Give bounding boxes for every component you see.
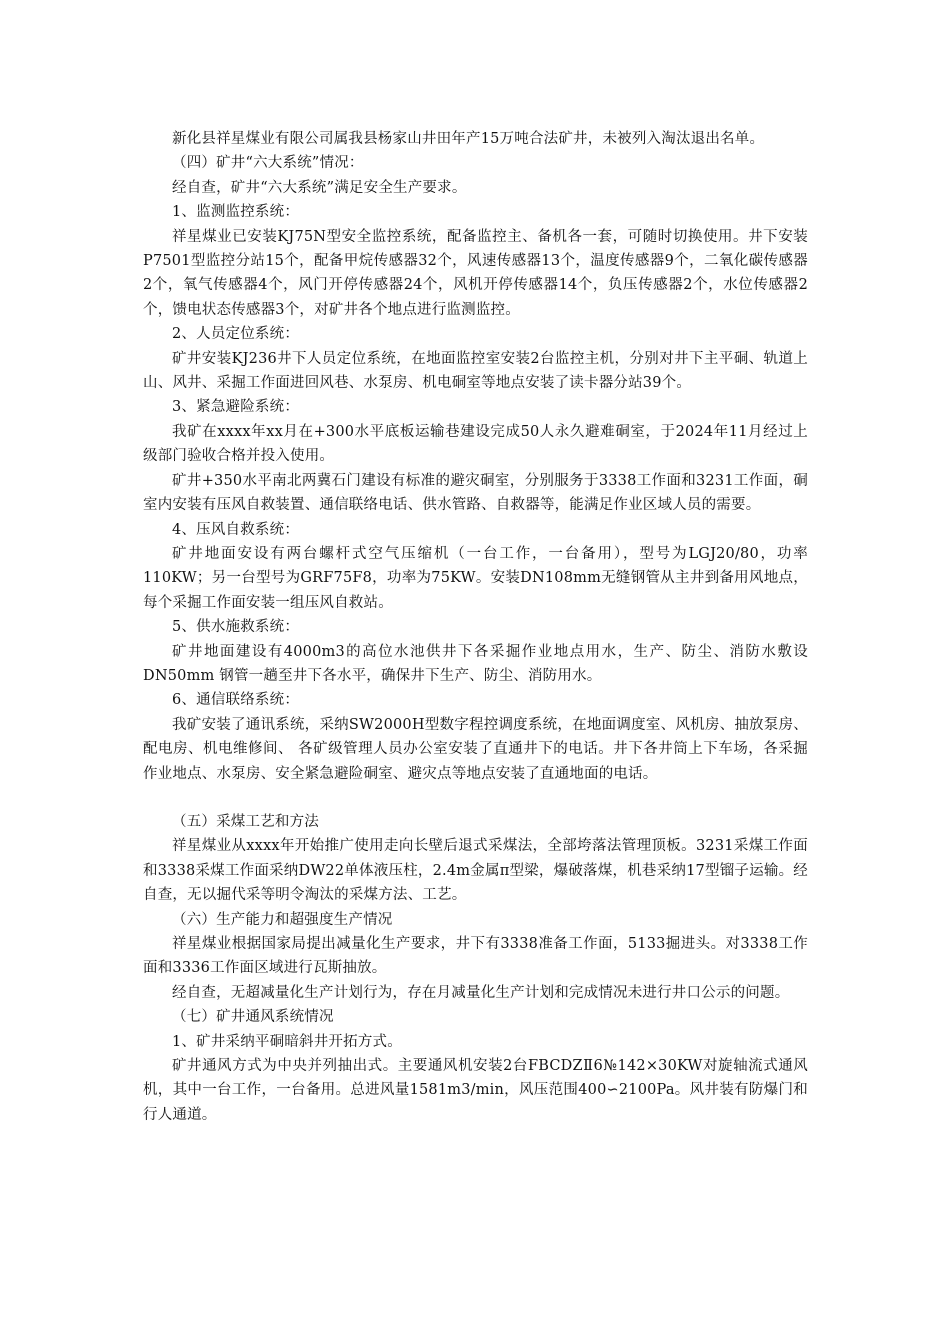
subheading-emergency-refuge: 3、紧急避险系统： <box>172 399 300 416</box>
paragraph-production-capacity-1: 祥星煤业根据国家局提出减量化生产要求，井下有3338准备工作面，5133掘进头。对3338工作面和3336工作面区域进行瓦斯抽放。 <box>143 936 808 977</box>
paragraph-ventilation-1: 1、矿井采纳平硐暗斜井开拓方式。 <box>172 1033 402 1050</box>
subheading-water-supply: 5、供水施救系统： <box>172 619 300 636</box>
paragraph-mining-method: 祥星煤业从xxxx年开始推广使用走向长壁后退式采煤法，全部垮落法管理顶板。3231采煤工作面和3338采煤工作面采纳DW22单体液压柱，2.4m金属π型梁，爆破落煤，机巷采纳17型镏子运输。经自查，无以掘代采等明令淘汰的采煤方法、工艺。 <box>143 838 808 904</box>
document-body <box>143 127 808 1127</box>
subheading-monitoring: 1、监测监控系统： <box>172 204 300 221</box>
paragraph-emergency-refuge-2: 矿井+350水平南北两冀石门建设有标准的避灾硐室，分别服务于3338工作面和3231工作面，硐室内安装有压风自救装置、通信联络电话、供水管路、自救器等，能满足作业区域人员的需要。 <box>143 472 808 514</box>
paragraph-mine-status: 新化县祥星煤业有限公司属我县杨家山井田年产15万吨合法矿井，未被列入淘汰退出名单。 <box>172 131 765 147</box>
paragraph-water-supply: 矿井地面建设有4000m3的高位水池供井下各采掘作业地点用水，生产、防尘、消防水敷设DN50mm 钢管一趟至井下各水平，确保井下生产、防尘、消防用水。 <box>143 643 808 684</box>
paragraph-emergency-refuge-1: 我矿在xxxx年xx月在+300水平底板运输巷建设完成50人永久避难硐室，于2024年11月经过上级部门验收合格并投入使用。 <box>143 423 808 465</box>
paragraph-communication: 我矿安装了通讯系统，采纳SW2000H型数字程控调度系统，在地面调度室、风机房、抽放泵房、配电房、机电维修间、 各矿级管理人员办公室安装了直通井下的电话。井下各井筒上下车场，各采掘作业地点、水泵房、安全紧急避险硐室、避灾点等地点安装了直通地面的电话。 <box>143 716 808 782</box>
paragraph-personnel-positioning: 矿井安装KJ236井下人员定位系统，在地面监控室安装2台监控主机，分别对井下主平硐、轨道上山、风井、采掘工作面进回风巷、水泵房、机电硐室等地点安装了读卡器分站39个。 <box>143 350 808 392</box>
paragraph-ventilation-2: 矿井通风方式为中央并列抽出式。主要通风机安装2台FBCDZⅡ6№142×30KW对旋轴流式通风机，其中一台工作，一台备用。总进风量1581m3/min，风压范围400∽2100Pa。风井装有防爆门和行人通道。 <box>143 1058 808 1123</box>
heading-six-systems: （四）矿井“六大系统”情况： <box>172 155 364 172</box>
heading-ventilation: （七）矿井通风系统情况 <box>172 1009 334 1026</box>
paragraph-six-systems-summary: 经自查，矿井“六大系统”满足安全生产要求。 <box>172 179 467 196</box>
subheading-compressed-air: 4、压风自救系统： <box>172 521 300 538</box>
heading-production-capacity: （六）生产能力和超强度生产情况 <box>172 911 393 928</box>
paragraph-compressed-air: 矿井地面安设有两台螺杆式空气压缩机（一台工作，一台备用），型号为LGJ20/80，功率110KW；另一台型号为GRF75F8，功率为75KW。安装DN108mm无缝钢管从主井到备用风地点，每个采掘工作面安装一组压风自救站。 <box>143 545 808 611</box>
subheading-communication: 6、通信联络系统： <box>172 692 300 709</box>
heading-mining-method: （五）采煤工艺和方法 <box>172 813 319 830</box>
paragraph-production-capacity-2: 经自查，无超减量化生产计划行为，存在月减量化生产计划和完成情况未进行井口公示的问题。 <box>172 984 790 1001</box>
subheading-personnel-positioning: 2、人员定位系统： <box>172 326 300 343</box>
paragraph-monitoring: 祥星煤业已安装KJ75N型安全监控系统，配备监控主、备机各一套，可随时切换使用。井下安装P7501型监控分站15个，配备甲烷传感器32个，风速传感器13个，温度传感器9个，二氧化碳传感器2个，氧气传感器4个，风门开停传感器24个，风机开停传感器14个，负压传感器2个，水位传感器2个，馈电状态传感器3个，对矿井各个地点进行监测监控。 <box>143 228 808 318</box>
